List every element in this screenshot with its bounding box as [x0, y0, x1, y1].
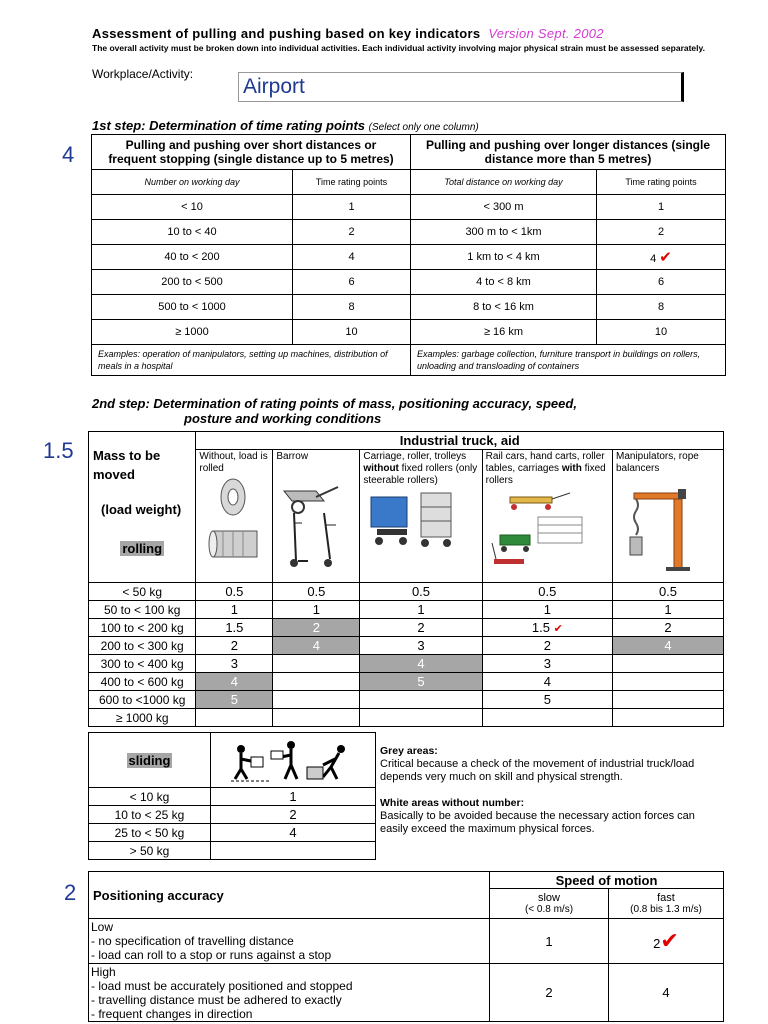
intro-text: The overall activity must be broken down into individual activities. Each individual activity involving major physical strain must be assessed separately. — [92, 43, 705, 53]
cell-value: 1.5 — [531, 620, 550, 635]
rolled-load-icon — [199, 475, 265, 565]
table-cell — [273, 709, 360, 727]
truck-col-label: Without, load is rolled — [199, 451, 268, 474]
text-line: - load can roll to a stop or runs against a stop — [91, 948, 332, 962]
table-row — [92, 245, 726, 270]
table-cell: 3 — [482, 655, 612, 673]
truck-col-label: Barrow — [276, 451, 309, 462]
table-cell — [273, 673, 360, 691]
table-cell — [273, 655, 360, 673]
table-row — [89, 691, 724, 709]
high-accuracy-cell — [89, 964, 490, 1022]
table-cell: 1 — [273, 601, 360, 619]
version-label: Version Sept. 2002 — [488, 26, 604, 41]
table-cell: < 10 — [92, 195, 293, 220]
table-cell-grey: 4 — [613, 637, 724, 655]
truck-col-label: Manipulators, rope balancers — [616, 451, 699, 474]
truck-col-label: Carriage, roller, trolleys without fixed rollers (only steerable rollers) — [363, 451, 478, 486]
table-cell: ≥ 16 km — [411, 320, 597, 345]
table-row — [89, 601, 724, 619]
table-row — [92, 220, 726, 245]
step2-title — [92, 396, 577, 426]
table-cell — [211, 842, 376, 860]
table-cell: 2 — [613, 619, 724, 637]
text-line: - frequent changes in direction — [91, 1006, 253, 1021]
table-cell — [360, 691, 482, 709]
mass-table — [88, 431, 724, 727]
table-cell: 3 — [360, 637, 482, 655]
mass-label-1: Mass to be — [93, 448, 161, 463]
mass-row-label: 600 to <1000 kg — [89, 691, 196, 709]
step1-score: 4 — [62, 142, 75, 167]
table-cell: 5 — [482, 691, 612, 709]
mass-row-label: 300 to < 400 kg — [89, 655, 196, 673]
rail-cars-icon — [486, 487, 604, 569]
table-cell: 10 — [597, 320, 726, 345]
table-cell: 1 — [360, 601, 482, 619]
truck-col-barrow — [273, 450, 360, 583]
speed-slow: slow — [537, 891, 560, 904]
document-title-block — [92, 26, 752, 54]
table-cell-selected[interactable] — [609, 919, 724, 964]
table-cell: 4 to < 8 km — [411, 270, 597, 295]
table-cell-grey: 4 — [196, 673, 273, 691]
table-cell: 10 — [293, 320, 411, 345]
table-cell: 2 — [293, 220, 411, 245]
cell-value: 4 — [650, 253, 657, 265]
table-cell: 2 — [211, 806, 376, 824]
table-row — [89, 673, 724, 691]
table-cell — [613, 709, 724, 727]
grey-areas-text: Critical because a check of the movement of industrial truck/load depends very much on skill and physical strength. — [380, 758, 695, 783]
sliding-label-cell — [89, 733, 211, 788]
table-cell: 40 to < 200 — [92, 245, 293, 270]
sliding-people-icon — [211, 735, 371, 785]
table-cell: 1.5 — [196, 619, 273, 637]
table-cell — [360, 709, 482, 727]
sliding-row-label: > 50 kg — [89, 842, 211, 860]
table-cell: 2 — [196, 637, 273, 655]
manipulator-icon — [616, 475, 720, 575]
col-label-points-long: Time rating points — [597, 170, 726, 195]
mass-row-label: 200 to < 300 kg — [89, 637, 196, 655]
table-cell: 3 — [196, 655, 273, 673]
check-mark-icon: ✔ — [659, 249, 672, 266]
table-cell: 1 — [211, 788, 376, 806]
table-cell: 300 m to < 1km — [411, 220, 597, 245]
truck-col-carriage — [360, 450, 482, 583]
table-cell: 500 to < 1000 — [92, 295, 293, 320]
cell-value: 2 — [653, 936, 661, 951]
truck-col-rail-cars — [482, 450, 612, 583]
short-distance-header: Pulling and pushing over short distances or frequent stopping (single distance up to 5 metres) — [92, 135, 411, 170]
text-line: - load must be accurately positioned and stopped — [91, 978, 353, 993]
table-cell-grey: 4 — [273, 637, 360, 655]
speed-fast: fast — [657, 891, 675, 904]
table-row — [89, 964, 724, 1022]
table-cell — [613, 673, 724, 691]
table-cell: 10 to < 40 — [92, 220, 293, 245]
table-cell: 0.5 — [273, 583, 360, 601]
mass-label-2: moved — [93, 467, 135, 482]
sliding-row-label: 10 to < 25 kg — [89, 806, 211, 824]
check-mark-icon: ✔ — [553, 623, 563, 635]
col-label-number: Number on working day — [92, 170, 293, 195]
mass-row-label: < 50 kg — [89, 583, 196, 601]
mass-row-label: 400 to < 600 kg — [89, 673, 196, 691]
text-line: - travelling distance must be adhered to exactly — [91, 992, 342, 1007]
table-row — [92, 320, 726, 345]
examples-long: Examples: garbage collection, furniture transport in buildings on rollers, unloading and transloading of containers — [411, 345, 726, 376]
positioning-table — [88, 871, 724, 1022]
workplace-value: Airport — [243, 75, 305, 98]
step1-title-line — [92, 118, 479, 133]
step2-score: 1.5 — [43, 438, 74, 463]
table-cell: 0.5 — [360, 583, 482, 601]
table-cell-grey: 5 — [196, 691, 273, 709]
positioning-score: 2 — [64, 880, 77, 905]
document-title: Assessment of pulling and pushing based on key indicators — [92, 26, 481, 41]
table-row — [89, 919, 724, 964]
speed-slow-cell — [490, 889, 609, 919]
table-cell: 6 — [293, 270, 411, 295]
table-row — [92, 295, 726, 320]
table-row — [89, 655, 724, 673]
table-row — [89, 709, 724, 727]
table-cell — [482, 709, 612, 727]
grey-areas-title: Grey areas: — [380, 745, 438, 757]
table-cell-grey: 5 — [360, 673, 482, 691]
sliding-label: sliding — [128, 752, 171, 768]
step1-title: 1st step: Determination of time rating points — [92, 118, 366, 133]
table-cell-grey: 2 — [273, 619, 360, 637]
speed-fast-sub: (0.8 bis 1.3 m/s) — [630, 903, 702, 915]
table-cell: 6 — [597, 270, 726, 295]
table-row — [89, 619, 724, 637]
table-cell: 4 — [211, 824, 376, 842]
mass-row-label: 50 to < 100 kg — [89, 601, 196, 619]
table-cell: 4 — [609, 964, 724, 1022]
step2-title-line2: posture and working conditions — [184, 411, 382, 426]
table-cell-grey: 4 — [360, 655, 482, 673]
legend-notes — [380, 745, 720, 836]
table-row — [89, 637, 724, 655]
step2-title-line1: 2nd step: Determination of rating points of mass, positioning accuracy, speed, — [92, 396, 577, 411]
table-cell: 1 — [490, 919, 609, 964]
table-row — [92, 195, 726, 220]
table-cell: 1 — [293, 195, 411, 220]
examples-short: Examples: operation of manipulators, setting up machines, distribution of meals in a hospital — [92, 345, 411, 376]
table-cell-selected[interactable] — [597, 245, 726, 270]
speed-slow-sub: (< 0.8 m/s) — [524, 903, 574, 915]
speed-header: Speed of motion — [490, 872, 724, 889]
sliding-row-label: < 10 kg — [89, 788, 211, 806]
table-cell: 2 — [360, 619, 482, 637]
table-cell: 8 to < 16 km — [411, 295, 597, 320]
rolling-label: rolling — [122, 541, 163, 556]
truck-col-manipulators — [613, 450, 724, 583]
table-row — [89, 788, 376, 806]
table-cell: 4 — [482, 673, 612, 691]
table-cell: 200 to < 500 — [92, 270, 293, 295]
step1-table — [91, 134, 726, 376]
table-cell: 1 — [482, 601, 612, 619]
mass-row-label: 100 to < 200 kg — [89, 619, 196, 637]
table-cell: 0.5 — [613, 583, 724, 601]
table-cell — [613, 691, 724, 709]
speed-fast-cell — [609, 889, 724, 919]
step1-note: (Select only one column) — [368, 122, 479, 133]
table-cell: < 300 m — [411, 195, 597, 220]
low-accuracy-cell — [89, 919, 490, 964]
table-cell: 0.5 — [482, 583, 612, 601]
table-cell: ≥ 1000 — [92, 320, 293, 345]
table-cell: 0.5 — [196, 583, 273, 601]
mass-row-label: ≥ 1000 kg — [89, 709, 196, 727]
table-cell: 1 — [597, 195, 726, 220]
long-distance-header: Pulling and pushing over longer distances (single distance more than 5 metres) — [411, 135, 726, 170]
industrial-truck-header: Industrial truck, aid — [196, 432, 724, 450]
table-cell: 1 — [196, 601, 273, 619]
table-cell: 2 — [490, 964, 609, 1022]
table-row — [89, 824, 376, 842]
table-row — [89, 806, 376, 824]
text-line: Low — [91, 920, 114, 934]
sliding-icon-cell — [211, 733, 376, 788]
table-row — [89, 583, 724, 601]
workplace-field[interactable] — [238, 72, 684, 102]
table-cell: 4 — [293, 245, 411, 270]
table-row — [92, 270, 726, 295]
table-row — [89, 842, 376, 860]
sliding-row-label: 25 to < 50 kg — [89, 824, 211, 842]
positioning-label: Positioning accuracy — [93, 887, 224, 903]
white-areas-text: Basically to be avoided because the necessary action forces can easily exceed the maximum physical forces. — [380, 810, 695, 835]
truck-col-without — [196, 450, 273, 583]
table-cell — [613, 655, 724, 673]
mass-label-cell — [89, 432, 196, 583]
workplace-label: Workplace/Activity: — [92, 67, 194, 81]
text-line: - no specification of travelling distance — [91, 934, 294, 948]
mass-label-3: (load weight) — [101, 502, 182, 517]
col-label-distance: Total distance on working day — [411, 170, 597, 195]
check-mark-icon: ✔ — [660, 928, 679, 953]
white-areas-title: White areas without number: — [380, 797, 525, 809]
col-label-points-short: Time rating points — [293, 170, 411, 195]
text-line: High — [91, 964, 116, 979]
positioning-label-cell — [89, 872, 490, 919]
carriage-trolley-icon — [363, 487, 473, 557]
table-cell — [273, 691, 360, 709]
table-cell-selected[interactable] — [482, 619, 612, 637]
barrow-icon — [276, 463, 352, 571]
table-cell: 1 — [613, 601, 724, 619]
table-cell: 8 — [597, 295, 726, 320]
table-cell: 8 — [293, 295, 411, 320]
truck-col-label: Rail cars, hand carts, roller tables, carriages with fixed rollers — [485, 451, 606, 486]
sliding-table — [88, 732, 376, 860]
table-cell: 2 — [597, 220, 726, 245]
table-cell: 2 — [482, 637, 612, 655]
table-cell — [196, 709, 273, 727]
table-cell: 1 km to < 4 km — [411, 245, 597, 270]
